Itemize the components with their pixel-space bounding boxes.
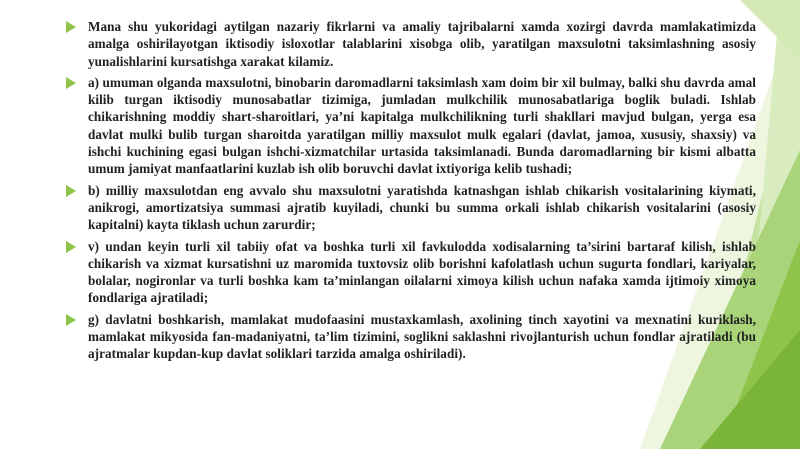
paragraph-text: b) milliy maxsulotdan eng avvalo shu maxsulotni yaratishda katnashgan ishlab chikarish vositalarining kiymati, anikrogi, amortizatsiya summasi ajratib kuyiladi, chunki bu summa orkali ishlab chikarish vositalarini (asosiy kapitalni) kayta tiklash uchun zarurdir; [88,182,756,233]
paragraph-text: a) umuman olganda maxsulotni, binobarin daromadlarni taksimlash xam doim bir xil bulmay, balki shu davrda amal kilib turgan iktisodiy munosabatlar tizimiga, jumladan mulkchilik munosabatlariga boglik buladi. Ishlab chikarishning moddiy shart-sharoitlari, ya’ni kapitalga mulkchilikning turli shakllari mavjud bulgan, yerga esa davlat mulki bulib turgan sharoitda yaratilgan milliy maxsulot mulk egalari (davlat, jamoa, xususiy, shaxsiy) va ishchi kuchining egasi bulgan ishchi-xizmatchilar urtasida taksimlanadi. Bunda daromadlarning bir kismi albatta umum jamiyat manfaatlarini kuzlab ish olib boruvchi davlat ixtiyoriga kelib tushadi; [88,74,756,177]
paragraph-text: v) undan keyin turli xil tabiiy ofat va boshka turli xil favkulodda xodisalarning ta’sirini bartaraf kilish, ishlab chikarish va xizmat kursatishni uz maromida tuxtovsiz olib borishni kafolatlash uchun sugurta fondlari, kariyalar, bolalar, nogironlar va turli boshka kam ta’minlangan oilalarni ximoya kilish uchun nafaka xamda ijtimoiy ximoya fondlariga ajratiladi; [88,238,756,306]
triangle-right-icon [66,21,76,33]
paragraph-intro [66,18,756,70]
paragraph-text: g) davlatni boshkarish, mamlakat mudofaasini mustaxkamlash, axolining tinch xayotini va mexnatini kuriklash, mamlakat mikyosida fan-madaniyatni, ta’lim tizimini, soglikni saklashni rivojlanturish uchun fondlar ajratiladi (bu ajratmalar kupdan-kup davlat soliklari tarzida amalga oshiriladi). [88,311,756,362]
triangle-right-icon [66,241,76,253]
paragraph-g [66,311,756,363]
triangle-right-icon [66,77,76,89]
slide-body [66,18,756,367]
paragraph-b [66,182,756,234]
paragraph-v [66,238,756,307]
paragraph-text: Mana shu yukoridagi aytilgan nazariy fikrlarni va amaliy tajribalarni xamda xozirgi davrda mamlakatimizda amalga oshirilayotgan iktisodiy isloxotlar talablarini xisobga olib, yaratilgan maxsulotni taksimlashning asosiy yunalishlarini kursatishga xarakat kilamiz. [88,19,756,69]
triangle-right-icon [66,185,76,197]
triangle-right-icon [66,314,76,326]
paragraph-a [66,74,756,178]
